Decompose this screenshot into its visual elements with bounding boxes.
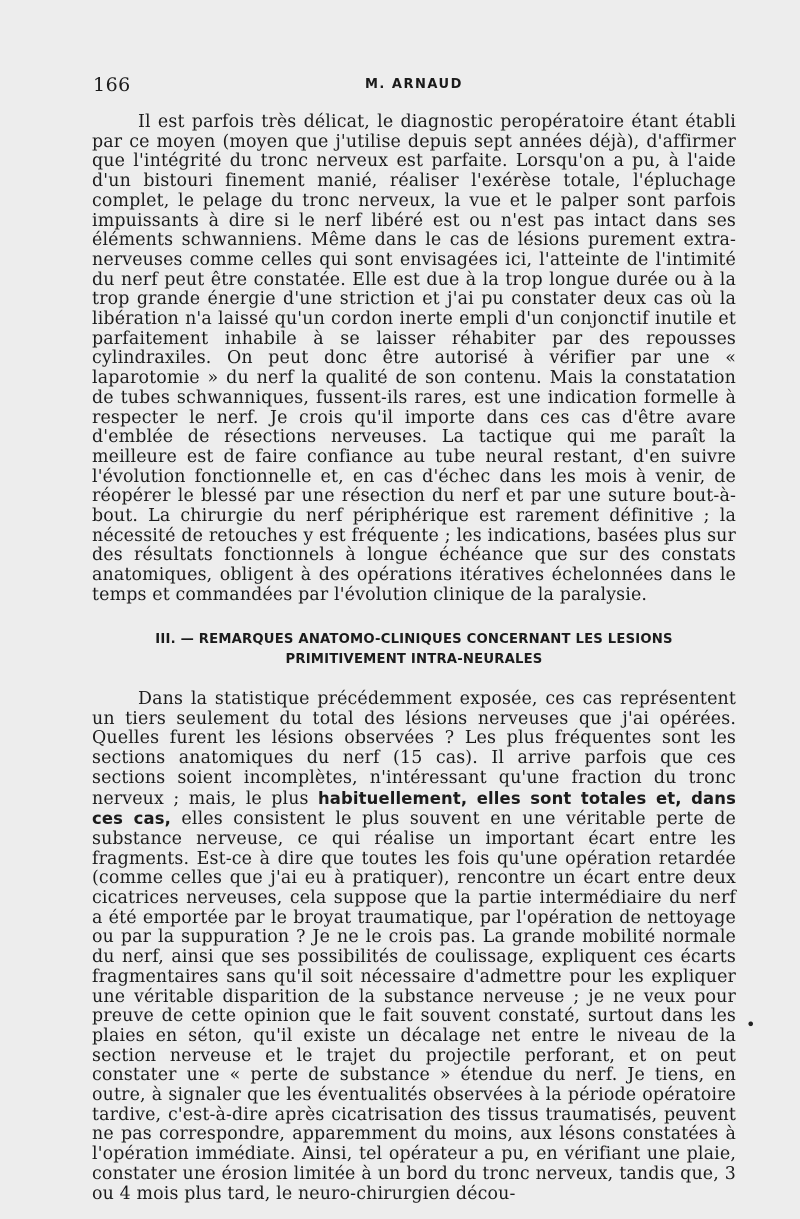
page-number: 166: [93, 74, 131, 96]
running-head: M. ARNAUD: [365, 77, 463, 92]
page-header: [93, 74, 713, 96]
section-heading: [92, 630, 736, 670]
section-heading-line-2: PRIMITIVEMENT INTRA-NEURALES: [285, 652, 543, 667]
paragraph-2-part-1: Dans la statistique précédemment exposée, ces cas représentent un tiers seulement du total des lésions nerveuses que j'ai opérées. Quelles furent les lésions observées ? Les plus fréquentes sont les sections anatomiques du nerf (15 cas). Il arrive parfois que ces sections soient incomplètes, n'intéressant qu'une fraction du tronc nerveux ; mais, le plus: [92, 689, 736, 809]
paragraph-2: [92, 690, 736, 1204]
text-block-2: [92, 690, 736, 1204]
text-block-1: [92, 113, 736, 606]
section-heading-line-1: III. — REMARQUES ANATOMO-CLINIQUES CONCERNANT LES LESIONS: [155, 632, 673, 647]
paragraph-2-emphasis: habituellement, elles sont totales et, dans ces cas,: [92, 788, 736, 829]
paragraph-1: Il est parfois très délicat, le diagnostic peropératoire étant établi par ce moyen (moyen que j'utilise depuis sept années déjà), d'affirmer que l'intégrité du tronc nerveux est parfaite. Lorsqu'on a pu, à l'aide d'un bistouri finement manié, réaliser l'exérèse totale, l'épluchage complet, le pelage du tronc nerveux, la vue et le palper sont parfois impuissants à dire si le nerf libéré est ou n'est pas intact dans ses éléments schwanniens. Même dans le cas de lésions purement extra-nerveuses comme celles qui sont envisagées ici, l'atteinte de l'intimité du nerf peut être constatée. Elle est due à la trop longue durée ou à la trop grande énergie d'une striction et j'ai pu constater deux cas où la libération n'a laissé qu'un cordon inerte empli d'un conjonctif inutile et parfaitement inhabile à se laisser réhabiter par des repousses cylindraxiles. On peut donc être autorisé à vérifier par une « laparotomie » du nerf la qualité de son contenu. Mais la constatation de tubes schwanniques, fussent-ils rares, est une indication formelle à respecter le nerf. Je crois qu'il importe dans ces cas d'être avare d'emblée de résections nerveuses. La tactique qui me paraît la meilleure est de faire confiance au tube neural restant, d'en suivre l'évolution fonctionnelle et, en cas d'échec dans les mois à venir, de réopérer le blessé par une résection du nerf et par une suture bout-à-bout. La chirurgie du nerf périphérique est rarement définitive ; la nécessité de retouches y est fréquente ; les indications, basées plus sur des résultats fonctionnels à longue échéance que sur des constats anatomiques, obligent à des opérations itératives échelonnées dans le temps et commandées par l'évolution clinique de la paralysie.: [92, 112, 736, 605]
paragraph-2-part-2: elles consistent le plus souvent en une véritable perte de substance nerveuse, ce qui réalise un important écart entre les fragments. Est-ce à dire que toutes les fois qu'une opération retardée (comme celles que j'ai eu à pratiquer), rencontre un écart entre deux cicatrices nerveuses, cela suppose que la partie intermédiaire du nerf a été emportée par le broyat traumatique, par l'opération de nettoyage ou par la suppuration ? Je ne le crois pas. La grande mobilité normale du nerf, ainsi que ses possibilités de coulissage, expliquent ces écarts fragmentaires sans qu'il soit nécessaire d'admettre pour les expliquer une véritable disparition de la substance nerveuse ; je ne veux pour preuve de cette opinion que le fait souvent constaté, surtout dans les plaies en séton, qu'il existe un décalage net entre le niveau de la section nerveuse et le trajet du projectile perforant, et on peut constater une « perte de substance » étendue du nerf. Je tiens, en outre, à signaler que les éventualités observées à la période opératoire tardive, c'est-à-dire après cicatrisation des tissus traumatisés, peuvent ne pas correspondre, apparemment du moins, aux lésons constatées à l'opération immédiate. Ainsi, tel opérateur a pu, en vérifiant une plaie, constater une érosion limitée à un bord du tronc nerveux, tandis que, 3 ou 4 mois plus tard, le neuro-chirurgien décou-: [92, 809, 736, 1204]
margin-mark: •: [746, 1015, 756, 1034]
